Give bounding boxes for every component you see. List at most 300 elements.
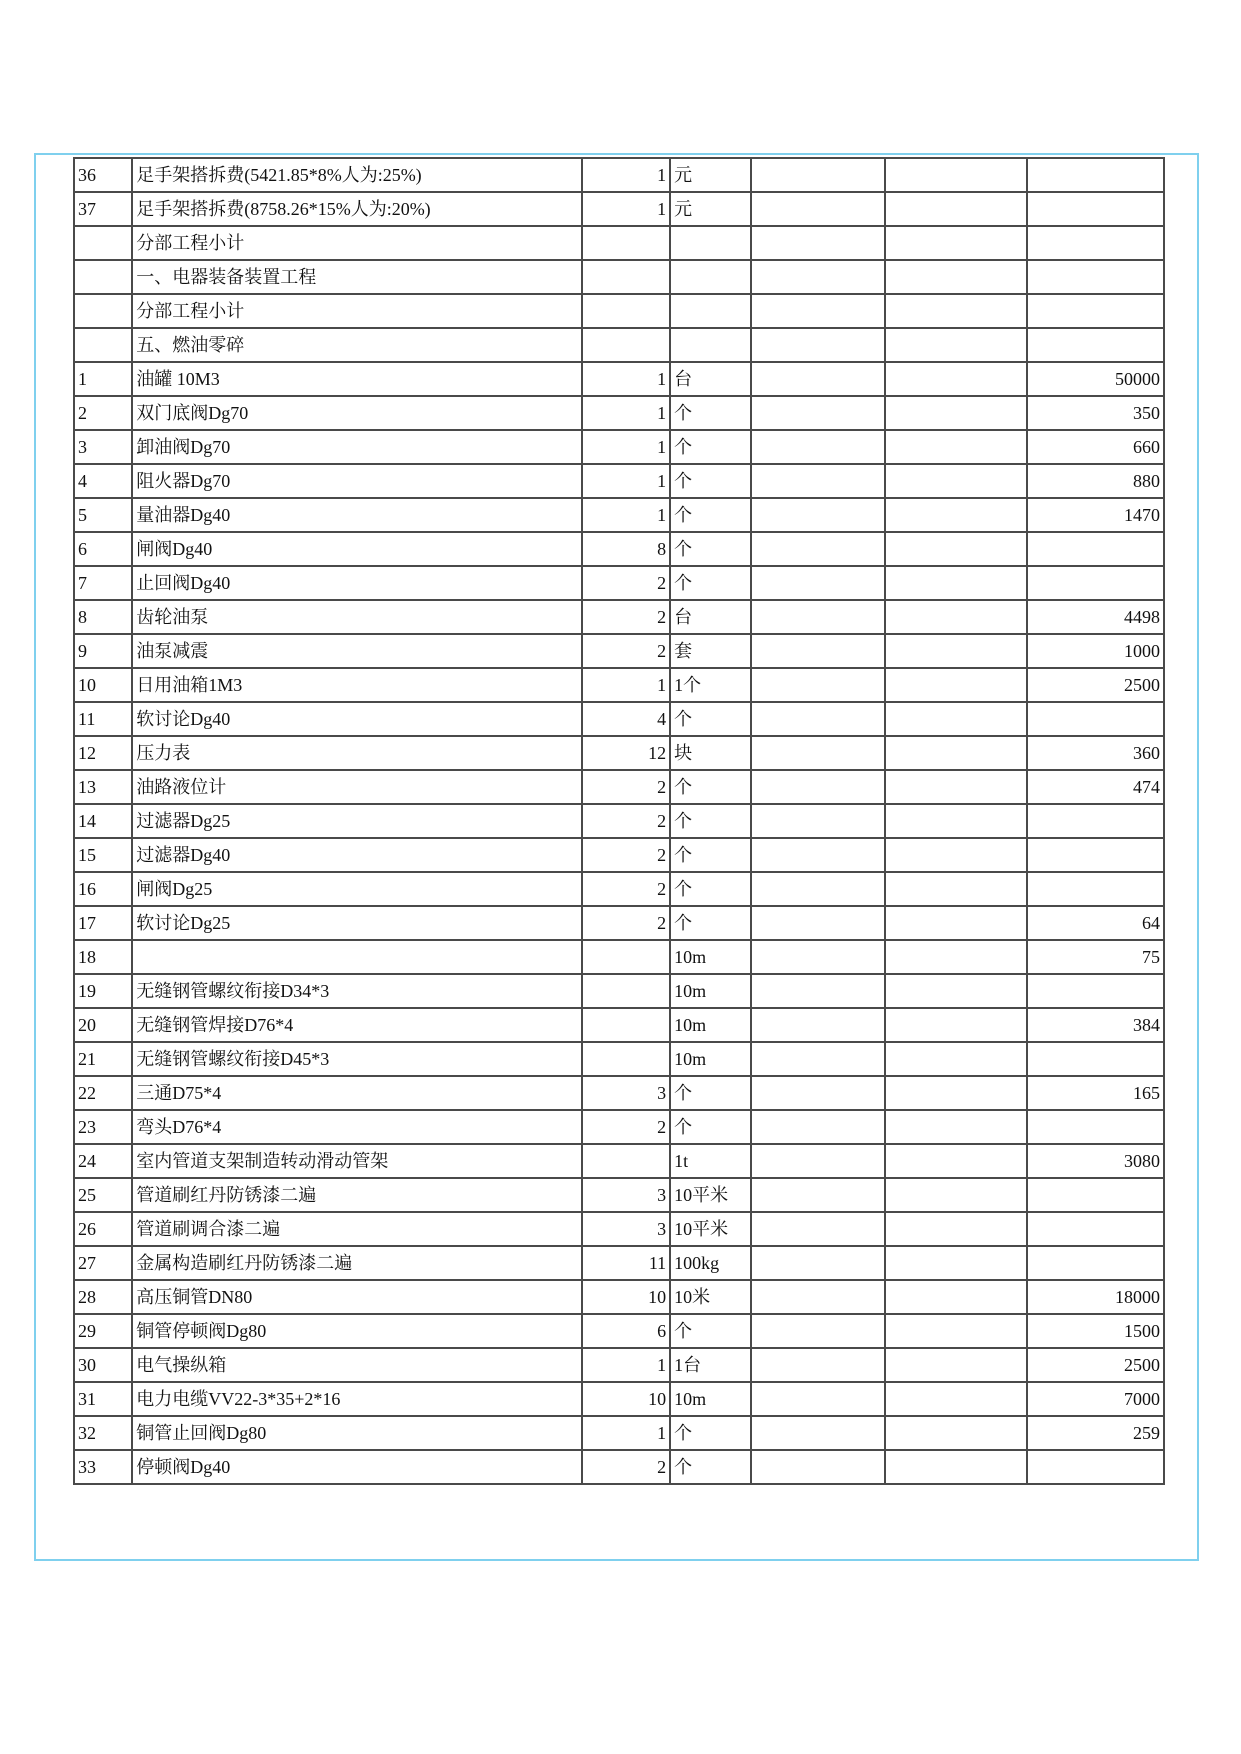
blank-cell bbox=[751, 1212, 884, 1246]
item-name-cell: 停顿阀Dg40 bbox=[132, 1450, 582, 1484]
table-row bbox=[74, 566, 1164, 600]
price-cell: 7000 bbox=[1027, 1382, 1164, 1416]
item-name-cell: 高压铜管DN80 bbox=[132, 1280, 582, 1314]
row-number-cell: 29 bbox=[74, 1314, 132, 1348]
blank-cell bbox=[885, 872, 1028, 906]
quantity-cell: 1 bbox=[582, 362, 670, 396]
row-number-cell: 2 bbox=[74, 396, 132, 430]
item-name-cell: 弯头D76*4 bbox=[132, 1110, 582, 1144]
row-number-cell: 27 bbox=[74, 1246, 132, 1280]
table-row bbox=[74, 192, 1164, 226]
blank-cell bbox=[751, 906, 884, 940]
table-row bbox=[74, 1246, 1164, 1280]
quantity-cell: 2 bbox=[582, 634, 670, 668]
table-row bbox=[74, 362, 1164, 396]
quantity-cell: 2 bbox=[582, 1110, 670, 1144]
item-name-cell: 无缝钢管螺纹衔接D45*3 bbox=[132, 1042, 582, 1076]
unit-cell bbox=[670, 294, 751, 328]
item-name-cell: 无缝钢管焊接D76*4 bbox=[132, 1008, 582, 1042]
blank-cell bbox=[751, 1178, 884, 1212]
quantity-cell bbox=[582, 1144, 670, 1178]
row-number-cell: 31 bbox=[74, 1382, 132, 1416]
table-row bbox=[74, 464, 1164, 498]
blank-cell bbox=[751, 158, 884, 192]
table-row bbox=[74, 1348, 1164, 1382]
unit-cell: 个 bbox=[670, 1076, 751, 1110]
table-row bbox=[74, 668, 1164, 702]
quantity-cell: 3 bbox=[582, 1178, 670, 1212]
row-number-cell: 12 bbox=[74, 736, 132, 770]
unit-cell: 个 bbox=[670, 1314, 751, 1348]
price-cell: 474 bbox=[1027, 770, 1164, 804]
item-name-cell: 分部工程小计 bbox=[132, 294, 582, 328]
item-name-cell: 无缝钢管螺纹衔接D34*3 bbox=[132, 974, 582, 1008]
row-number-cell: 4 bbox=[74, 464, 132, 498]
quantity-cell: 2 bbox=[582, 838, 670, 872]
quantity-cell: 2 bbox=[582, 600, 670, 634]
unit-cell: 个 bbox=[670, 532, 751, 566]
blank-cell bbox=[751, 600, 884, 634]
price-cell bbox=[1027, 702, 1164, 736]
blank-cell bbox=[885, 1042, 1028, 1076]
unit-cell: 10m bbox=[670, 1382, 751, 1416]
unit-cell: 个 bbox=[670, 1450, 751, 1484]
table-row bbox=[74, 498, 1164, 532]
unit-cell: 10平米 bbox=[670, 1212, 751, 1246]
blank-cell bbox=[751, 328, 884, 362]
price-cell: 350 bbox=[1027, 396, 1164, 430]
unit-cell bbox=[670, 260, 751, 294]
quantity-cell: 1 bbox=[582, 192, 670, 226]
table-row bbox=[74, 1178, 1164, 1212]
row-number-cell: 21 bbox=[74, 1042, 132, 1076]
blank-cell bbox=[885, 1416, 1028, 1450]
row-number-cell: 8 bbox=[74, 600, 132, 634]
item-name-cell: 五、燃油零碎 bbox=[132, 328, 582, 362]
blank-cell bbox=[751, 1110, 884, 1144]
item-name-cell: 金属构造刷红丹防锈漆二遍 bbox=[132, 1246, 582, 1280]
blank-cell bbox=[885, 1008, 1028, 1042]
row-number-cell: 20 bbox=[74, 1008, 132, 1042]
item-name-cell: 卸油阀Dg70 bbox=[132, 430, 582, 464]
blank-cell bbox=[751, 1314, 884, 1348]
price-cell bbox=[1027, 158, 1164, 192]
item-name-cell: 阻火器Dg70 bbox=[132, 464, 582, 498]
quantity-cell bbox=[582, 974, 670, 1008]
quantity-cell: 2 bbox=[582, 804, 670, 838]
quantity-cell bbox=[582, 328, 670, 362]
blank-cell bbox=[751, 974, 884, 1008]
table-row bbox=[74, 702, 1164, 736]
item-name-cell: 日用油箱1M3 bbox=[132, 668, 582, 702]
price-cell bbox=[1027, 294, 1164, 328]
blank-cell bbox=[885, 1178, 1028, 1212]
price-cell: 660 bbox=[1027, 430, 1164, 464]
quantity-cell: 1 bbox=[582, 158, 670, 192]
quantity-cell: 6 bbox=[582, 1314, 670, 1348]
item-name-cell: 管道刷调合漆二遍 bbox=[132, 1212, 582, 1246]
quantity-cell: 1 bbox=[582, 1348, 670, 1382]
quantity-cell: 12 bbox=[582, 736, 670, 770]
blank-cell bbox=[751, 940, 884, 974]
blank-cell bbox=[751, 668, 884, 702]
row-number-cell bbox=[74, 328, 132, 362]
quantity-cell: 1 bbox=[582, 396, 670, 430]
row-number-cell: 13 bbox=[74, 770, 132, 804]
item-name-cell: 过滤器Dg40 bbox=[132, 838, 582, 872]
blank-cell bbox=[751, 1348, 884, 1382]
table-row bbox=[74, 770, 1164, 804]
quantity-cell: 1 bbox=[582, 464, 670, 498]
item-name-cell: 室内管道支架制造转动滑动管架 bbox=[132, 1144, 582, 1178]
price-cell bbox=[1027, 838, 1164, 872]
blank-cell bbox=[885, 1348, 1028, 1382]
blank-cell bbox=[885, 1110, 1028, 1144]
row-number-cell: 18 bbox=[74, 940, 132, 974]
row-number-cell: 14 bbox=[74, 804, 132, 838]
table-row bbox=[74, 226, 1164, 260]
blank-cell bbox=[885, 532, 1028, 566]
item-name-cell: 量油器Dg40 bbox=[132, 498, 582, 532]
blank-cell bbox=[885, 1314, 1028, 1348]
table-row bbox=[74, 328, 1164, 362]
price-cell: 2500 bbox=[1027, 668, 1164, 702]
row-number-cell: 23 bbox=[74, 1110, 132, 1144]
blank-cell bbox=[885, 736, 1028, 770]
unit-cell: 1台 bbox=[670, 1348, 751, 1382]
unit-cell bbox=[670, 226, 751, 260]
quantity-cell: 10 bbox=[582, 1382, 670, 1416]
table-row bbox=[74, 906, 1164, 940]
item-name-cell: 过滤器Dg25 bbox=[132, 804, 582, 838]
item-name-cell: 闸阀Dg25 bbox=[132, 872, 582, 906]
table-body bbox=[74, 158, 1164, 1484]
table-row bbox=[74, 260, 1164, 294]
quantity-cell: 4 bbox=[582, 702, 670, 736]
blank-cell bbox=[751, 396, 884, 430]
table-row bbox=[74, 1416, 1164, 1450]
blank-cell bbox=[751, 736, 884, 770]
quantity-cell: 1 bbox=[582, 430, 670, 464]
blank-cell bbox=[751, 702, 884, 736]
quantity-cell: 3 bbox=[582, 1076, 670, 1110]
blank-cell bbox=[751, 1450, 884, 1484]
blank-cell bbox=[751, 1008, 884, 1042]
blank-cell bbox=[885, 158, 1028, 192]
row-number-cell: 15 bbox=[74, 838, 132, 872]
item-name-cell: 管道刷红丹防锈漆二遍 bbox=[132, 1178, 582, 1212]
table-row bbox=[74, 804, 1164, 838]
price-cell: 1000 bbox=[1027, 634, 1164, 668]
table-row bbox=[74, 1382, 1164, 1416]
blank-cell bbox=[751, 260, 884, 294]
blank-cell bbox=[751, 566, 884, 600]
price-cell: 4498 bbox=[1027, 600, 1164, 634]
quantity-cell: 10 bbox=[582, 1280, 670, 1314]
row-number-cell: 33 bbox=[74, 1450, 132, 1484]
table-row bbox=[74, 158, 1164, 192]
price-cell: 1470 bbox=[1027, 498, 1164, 532]
item-name-cell: 软讨论Dg25 bbox=[132, 906, 582, 940]
quantity-cell: 1 bbox=[582, 1416, 670, 1450]
blank-cell bbox=[751, 362, 884, 396]
blank-cell bbox=[885, 362, 1028, 396]
blank-cell bbox=[885, 1450, 1028, 1484]
row-number-cell: 10 bbox=[74, 668, 132, 702]
quantity-cell: 2 bbox=[582, 566, 670, 600]
unit-cell: 台 bbox=[670, 362, 751, 396]
row-number-cell bbox=[74, 226, 132, 260]
blank-cell bbox=[751, 1144, 884, 1178]
row-number-cell: 24 bbox=[74, 1144, 132, 1178]
blank-cell bbox=[885, 566, 1028, 600]
item-name-cell bbox=[132, 940, 582, 974]
price-cell bbox=[1027, 1042, 1164, 1076]
table-row bbox=[74, 736, 1164, 770]
table-row bbox=[74, 838, 1164, 872]
unit-cell: 元 bbox=[670, 158, 751, 192]
blank-cell bbox=[751, 226, 884, 260]
blank-cell bbox=[885, 430, 1028, 464]
estimate-table bbox=[73, 157, 1165, 1485]
blank-cell bbox=[885, 498, 1028, 532]
quantity-cell: 2 bbox=[582, 872, 670, 906]
blank-cell bbox=[751, 192, 884, 226]
unit-cell: 个 bbox=[670, 838, 751, 872]
table-row bbox=[74, 1076, 1164, 1110]
table-row bbox=[74, 1280, 1164, 1314]
quantity-cell bbox=[582, 1008, 670, 1042]
blank-cell bbox=[885, 1212, 1028, 1246]
price-cell: 50000 bbox=[1027, 362, 1164, 396]
price-cell: 1500 bbox=[1027, 1314, 1164, 1348]
price-cell: 64 bbox=[1027, 906, 1164, 940]
blank-cell bbox=[751, 532, 884, 566]
quantity-cell: 1 bbox=[582, 498, 670, 532]
row-number-cell: 7 bbox=[74, 566, 132, 600]
item-name-cell: 三通D75*4 bbox=[132, 1076, 582, 1110]
blank-cell bbox=[885, 226, 1028, 260]
table-row bbox=[74, 940, 1164, 974]
price-cell: 165 bbox=[1027, 1076, 1164, 1110]
blank-cell bbox=[885, 192, 1028, 226]
price-cell bbox=[1027, 226, 1164, 260]
row-number-cell: 9 bbox=[74, 634, 132, 668]
table-row bbox=[74, 396, 1164, 430]
item-name-cell: 铜管止回阀Dg80 bbox=[132, 1416, 582, 1450]
row-number-cell: 19 bbox=[74, 974, 132, 1008]
item-name-cell: 止回阀Dg40 bbox=[132, 566, 582, 600]
blank-cell bbox=[885, 974, 1028, 1008]
unit-cell bbox=[670, 328, 751, 362]
quantity-cell bbox=[582, 1042, 670, 1076]
price-cell bbox=[1027, 1246, 1164, 1280]
unit-cell: 个 bbox=[670, 1416, 751, 1450]
blank-cell bbox=[885, 1246, 1028, 1280]
row-number-cell: 22 bbox=[74, 1076, 132, 1110]
row-number-cell: 1 bbox=[74, 362, 132, 396]
unit-cell: 个 bbox=[670, 430, 751, 464]
item-name-cell: 电力电缆VV22-3*35+2*16 bbox=[132, 1382, 582, 1416]
blank-cell bbox=[751, 838, 884, 872]
item-name-cell: 油路液位计 bbox=[132, 770, 582, 804]
table-row bbox=[74, 1450, 1164, 1484]
unit-cell: 1t bbox=[670, 1144, 751, 1178]
blank-cell bbox=[885, 702, 1028, 736]
blank-cell bbox=[751, 634, 884, 668]
row-number-cell: 32 bbox=[74, 1416, 132, 1450]
price-cell: 259 bbox=[1027, 1416, 1164, 1450]
unit-cell: 个 bbox=[670, 396, 751, 430]
price-cell bbox=[1027, 260, 1164, 294]
row-number-cell bbox=[74, 294, 132, 328]
unit-cell: 套 bbox=[670, 634, 751, 668]
price-cell bbox=[1027, 974, 1164, 1008]
price-cell bbox=[1027, 872, 1164, 906]
table-row bbox=[74, 430, 1164, 464]
unit-cell: 个 bbox=[670, 464, 751, 498]
price-cell bbox=[1027, 328, 1164, 362]
table-row bbox=[74, 1144, 1164, 1178]
row-number-cell bbox=[74, 260, 132, 294]
table-row bbox=[74, 1042, 1164, 1076]
item-name-cell: 齿轮油泵 bbox=[132, 600, 582, 634]
price-cell: 880 bbox=[1027, 464, 1164, 498]
blank-cell bbox=[885, 668, 1028, 702]
blank-cell bbox=[751, 804, 884, 838]
row-number-cell: 5 bbox=[74, 498, 132, 532]
unit-cell: 台 bbox=[670, 600, 751, 634]
price-cell: 3080 bbox=[1027, 1144, 1164, 1178]
price-cell bbox=[1027, 566, 1164, 600]
item-name-cell: 双门底阀Dg70 bbox=[132, 396, 582, 430]
blank-cell bbox=[751, 872, 884, 906]
item-name-cell: 软讨论Dg40 bbox=[132, 702, 582, 736]
unit-cell: 个 bbox=[670, 804, 751, 838]
unit-cell: 块 bbox=[670, 736, 751, 770]
blank-cell bbox=[885, 1144, 1028, 1178]
item-name-cell: 压力表 bbox=[132, 736, 582, 770]
item-name-cell: 足手架搭拆费(8758.26*15%人为:20%) bbox=[132, 192, 582, 226]
blank-cell bbox=[885, 294, 1028, 328]
blank-cell bbox=[885, 838, 1028, 872]
blank-cell bbox=[885, 906, 1028, 940]
row-number-cell: 17 bbox=[74, 906, 132, 940]
unit-cell: 个 bbox=[670, 702, 751, 736]
price-cell: 360 bbox=[1027, 736, 1164, 770]
blank-cell bbox=[751, 464, 884, 498]
row-number-cell: 28 bbox=[74, 1280, 132, 1314]
price-cell bbox=[1027, 1212, 1164, 1246]
unit-cell: 个 bbox=[670, 872, 751, 906]
quantity-cell: 2 bbox=[582, 906, 670, 940]
quantity-cell bbox=[582, 294, 670, 328]
row-number-cell: 11 bbox=[74, 702, 132, 736]
blank-cell bbox=[885, 396, 1028, 430]
item-name-cell: 闸阀Dg40 bbox=[132, 532, 582, 566]
blank-cell bbox=[885, 1382, 1028, 1416]
unit-cell: 10m bbox=[670, 940, 751, 974]
row-number-cell: 3 bbox=[74, 430, 132, 464]
quantity-cell bbox=[582, 260, 670, 294]
table-row bbox=[74, 974, 1164, 1008]
unit-cell: 个 bbox=[670, 770, 751, 804]
table-row bbox=[74, 532, 1164, 566]
table-row bbox=[74, 600, 1164, 634]
table-row bbox=[74, 1008, 1164, 1042]
unit-cell: 10m bbox=[670, 1008, 751, 1042]
quantity-cell bbox=[582, 940, 670, 974]
price-cell: 2500 bbox=[1027, 1348, 1164, 1382]
quantity-cell bbox=[582, 226, 670, 260]
unit-cell: 元 bbox=[670, 192, 751, 226]
blank-cell bbox=[885, 940, 1028, 974]
item-name-cell: 足手架搭拆费(5421.85*8%人为:25%) bbox=[132, 158, 582, 192]
quantity-cell: 2 bbox=[582, 770, 670, 804]
row-number-cell: 25 bbox=[74, 1178, 132, 1212]
blank-cell bbox=[751, 1042, 884, 1076]
price-cell bbox=[1027, 1178, 1164, 1212]
table-row bbox=[74, 1110, 1164, 1144]
row-number-cell: 16 bbox=[74, 872, 132, 906]
row-number-cell: 36 bbox=[74, 158, 132, 192]
row-number-cell: 37 bbox=[74, 192, 132, 226]
price-cell: 18000 bbox=[1027, 1280, 1164, 1314]
blank-cell bbox=[751, 498, 884, 532]
blank-cell bbox=[751, 294, 884, 328]
blank-cell bbox=[751, 770, 884, 804]
item-name-cell: 一、电器装备装置工程 bbox=[132, 260, 582, 294]
price-cell: 384 bbox=[1027, 1008, 1164, 1042]
price-cell bbox=[1027, 532, 1164, 566]
table-row bbox=[74, 1212, 1164, 1246]
blank-cell bbox=[751, 430, 884, 464]
blank-cell bbox=[885, 1076, 1028, 1110]
quantity-cell: 3 bbox=[582, 1212, 670, 1246]
unit-cell: 个 bbox=[670, 906, 751, 940]
quantity-cell: 2 bbox=[582, 1450, 670, 1484]
price-cell bbox=[1027, 804, 1164, 838]
unit-cell: 100kg bbox=[670, 1246, 751, 1280]
blank-cell bbox=[885, 328, 1028, 362]
item-name-cell: 油罐 10M3 bbox=[132, 362, 582, 396]
table-row bbox=[74, 1314, 1164, 1348]
quantity-cell: 11 bbox=[582, 1246, 670, 1280]
item-name-cell: 铜管停顿阀Dg80 bbox=[132, 1314, 582, 1348]
price-cell bbox=[1027, 1450, 1164, 1484]
unit-cell: 1个 bbox=[670, 668, 751, 702]
item-name-cell: 电气操纵箱 bbox=[132, 1348, 582, 1382]
blank-cell bbox=[751, 1076, 884, 1110]
item-name-cell: 油泵减震 bbox=[132, 634, 582, 668]
unit-cell: 10m bbox=[670, 1042, 751, 1076]
blank-cell bbox=[885, 260, 1028, 294]
blank-cell bbox=[885, 770, 1028, 804]
price-cell bbox=[1027, 1110, 1164, 1144]
row-number-cell: 6 bbox=[74, 532, 132, 566]
row-number-cell: 30 bbox=[74, 1348, 132, 1382]
unit-cell: 个 bbox=[670, 566, 751, 600]
row-number-cell: 26 bbox=[74, 1212, 132, 1246]
blank-cell bbox=[885, 600, 1028, 634]
table-row bbox=[74, 872, 1164, 906]
blank-cell bbox=[751, 1280, 884, 1314]
table-row bbox=[74, 634, 1164, 668]
unit-cell: 个 bbox=[670, 498, 751, 532]
unit-cell: 10平米 bbox=[670, 1178, 751, 1212]
unit-cell: 10米 bbox=[670, 1280, 751, 1314]
table-row bbox=[74, 294, 1164, 328]
